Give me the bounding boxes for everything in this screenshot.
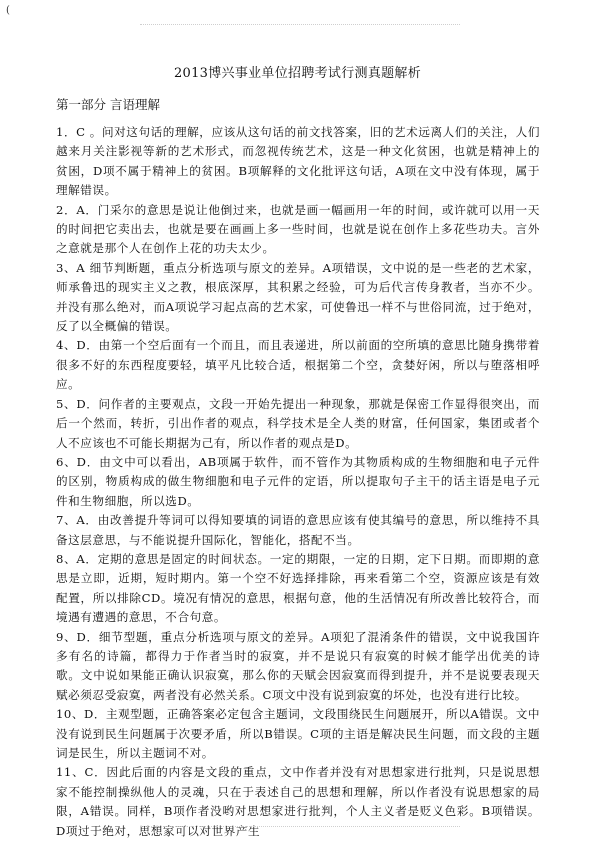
answer-paragraph-6: 6、D．由文中可以看出，AB项属于软件，而不管作为其物质构成的生物细胞和电子元件的区别，物质构成的做生物细胞和电子元件的定语，所以提取句子主干的话主语是电子元件和生物细胞，所以选D。 (56, 454, 540, 508)
document-body (56, 123, 540, 841)
answer-paragraph-11: 11、C．因此后面的内容是文段的重点，文中作者并没有对思想家进行批判，只是说思想家不能控制操纵他人的灵魂，只在于表述自己的思想和理解，所以作者没有说思想家的局限，A错误。同样，B项作者没哟对思想家进行批判，个人主义者是贬义色彩。B项错误。D项过于绝对，思想家可以对世界产生 (56, 765, 540, 838)
answer-paragraph-4: 4、D．由第一个空后面有一个而且，而且表递进，所以前面的空所填的意思比随身携带着很多不好的东西程度要轻，填平凡比较合适，根据第二个空，贪婪好闲，所以与堕落相呼应。 (56, 338, 540, 392)
faint-header-line (140, 24, 460, 31)
answer-paragraph-5: 5、D．问作者的主要观点，文段一开始先提出一种现象，那就是保密工作显得很突出，而后一个然而，转折，引出作者的观点，科学技术是全人类的财富，任何国家，集团或者个人不应该也不可能长期据为己有，所以作者的观点是D。 (56, 396, 540, 450)
answer-paragraph-3: 3、A 细节判断题，重点分析选项与原文的差异。A项错误，文中说的是一些老的艺术家，师承鲁迅的现实主义之教，根底深厚，其积累之经验，可为后代言传身教者，当亦不少。并没有那么绝对，而A项说学习起点高的艺术家，可使鲁迅一样不与世俗同流，过于绝对，反了以全概偏的错误。 (56, 260, 540, 334)
answer-paragraph-7: 7、A．由改善提升等词可以得知要填的词语的意思应该有使其编号的意思，所以维持不具备这层意思，与不能说提升国际化，智能化，搭配不当。 (56, 513, 540, 547)
answer-paragraph-8: 8、A．定期的意思是固定的时间状态。一定的期限，一定的日期，定下日期。而即期的意思是立即，近期，短时期内。第一个空不好选择排除，再来看第二个空，资源应该是有效配置，所以排除CD。境况有情况的意思，根据句意，他的生活情况有所改善比较符合，而境遇有遭遇的意思，不合句意。 (56, 551, 540, 625)
corner-mark: ( (6, 5, 10, 16)
document-title: 2013博兴事业单位招聘考试行测真题解析 (173, 66, 422, 81)
section-heading: 第一部分 言语理解 (56, 97, 160, 112)
answer-paragraph-2: 2．A．门采尔的意思是说让他倒过来，也就是画一幅画用一年的时间，或许就可以用一天的时间把它卖出去，也就是要在画画上多一些时间，也就是说在创作上多花些功夫。言外之意就是那个人在创作上花的功夫太少。 (56, 202, 540, 256)
answer-paragraph-10: 10、D．主观型题，正确答案必定包含主题词，文段围绕民生问题展开，所以A错误。文中没有说到民生问题属于次要矛盾，所以B错误。C项的主语是解决民生问题，而文段的主题词是民生，所以主题词不对。 (56, 707, 540, 760)
answer-paragraph-1: 1．C 。问对这句话的理解，应该从这句话的前文找答案，旧的艺术远离人们的关注，人们越来月关注影视等新的艺术形式，而忽视传统艺术，这是一种文化贫困，也就是精神上的贫困，D项不属于精神上的贫困。B项解释的文化批评这句话，A项在文中没有体现，属于理解错误。 (56, 125, 540, 198)
faint-footer-line (140, 826, 460, 833)
answer-paragraph-9: 9、D．细节型题，重点分析选项与原文的差异。A项犯了混淆条件的错误，文中说我国许多有名的诗篇，都得力于作者当时的寂寞，并不是说只有寂寞的时候才能学出优美的诗歌。文中说如果能正确认识寂寞，那么你的天赋会因寂寞而得到提升，并不是说要表现天赋必须忍受寂寞，两者没有必然关系。C项文中没有说到寂寞的坏处，也没有进行比较。 (56, 629, 540, 702)
